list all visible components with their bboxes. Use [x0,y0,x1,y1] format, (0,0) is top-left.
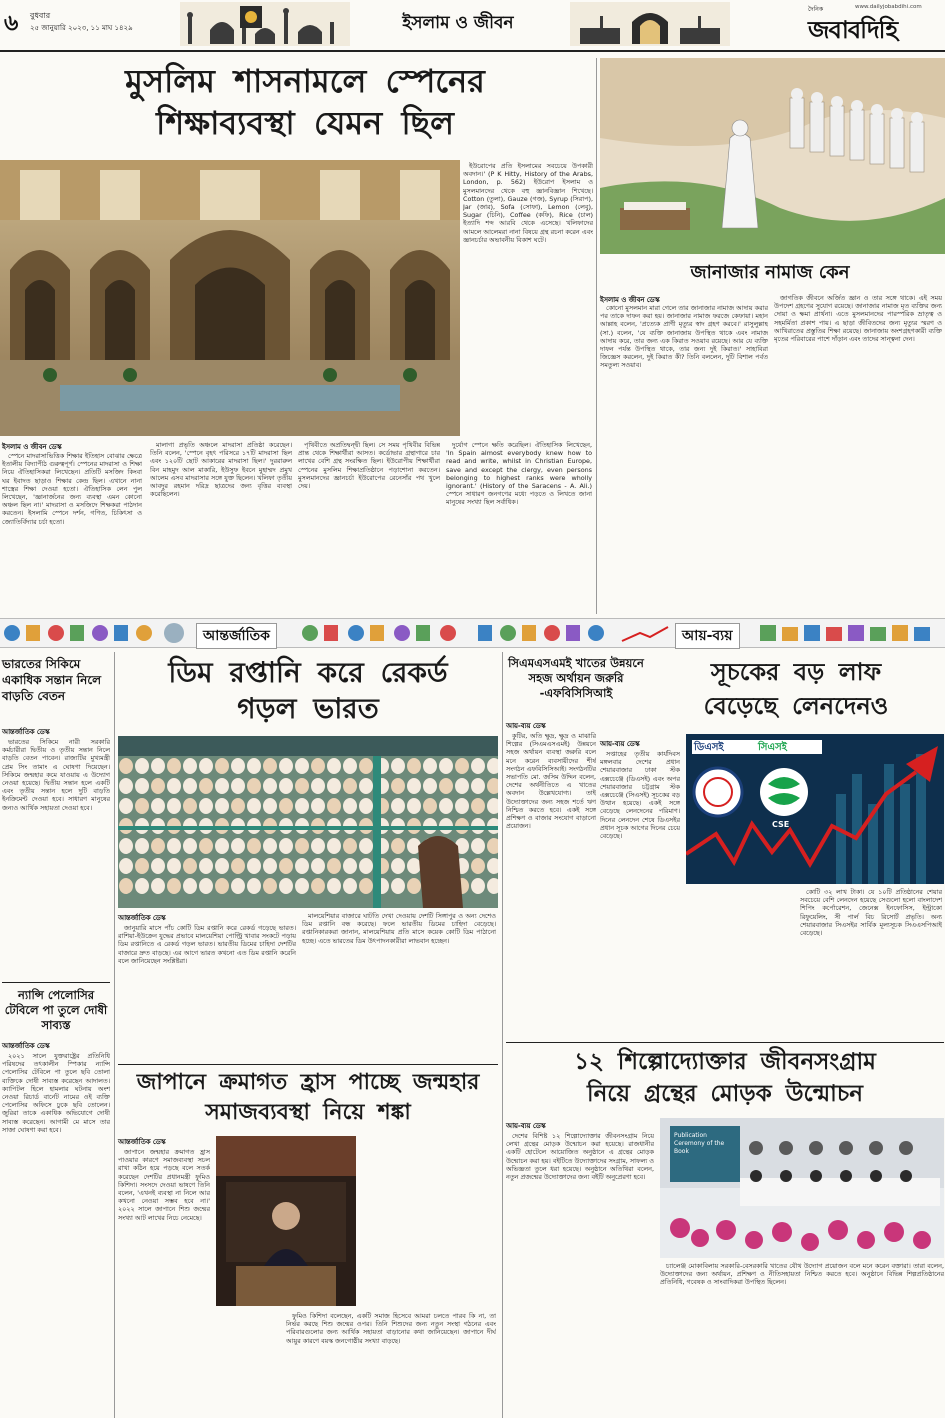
dse-body-b [800,888,942,1038]
egg-shape [439,758,453,774]
left-col-divider [114,652,115,1418]
egg-shape [247,758,261,774]
sikkim-body [2,738,110,978]
entrepreneurs-body-a-text: দেশের বিশিষ্ট ১২ শিল্পোদ্যোক্তার জীবনসংগ্রাম নিয়ে লেখা গ্রন্থের মোড়ক উন্মোচন করা হয়েছে। রাজধানীর একটি হোটেলে আয়োজিত অনুষ্ঠানে এ গ্রন্থের মোড়ক উন্মোচন করা হয়। বইটিতে উদ্যোক্তাদের সংগ্রাম, সাফল্য ও অভিজ্ঞতা তুলে ধরা হয়েছে। অনুষ্ঠানে অতিথিরা বলেন, নতুন প্রজন্মের উদ্যোক্তাদের জন্য বইটি অনুপ্রেরণা হবে। [506,1132,654,1182]
spain-headline-2: শিক্ষাব্যবস্থা যেমন ছিল [156,104,454,142]
egg-shape [247,838,261,854]
egg-shape [231,758,245,774]
egg-shape [327,878,341,894]
egg-shape [135,758,149,774]
egg-shape [279,878,293,894]
spain-col-e [463,162,593,434]
janaza-photo [600,58,945,254]
egg-shape [359,758,373,774]
egg-shape [343,878,357,894]
entrepreneurs-headline-1: ১২ শিল্পোদ্যোক্তার জীবনসংগ্রাম [574,1049,876,1075]
egg-shape [151,778,165,794]
entrepreneurs-body-b [660,1262,944,1418]
egg-shape [263,778,277,794]
egg-shape [471,838,485,854]
header-rule [0,50,945,52]
janaza-col-a-text: কোনো মুসলমান মারা গেলে তার জানাজার নামাজ আদায় করার পর তাকে দাফন করা হয়। জানাজার নামাজ ফরজে কেফায়া। মহান আল্লাহ বলেন, 'প্রত্যেক প্রাণী মৃত্যুর স্বাদ গ্রহণ করবে।' রাসুলুল্লাহ (সা.) বলেন, 'যে ব্যক্তি জানাজায় উপস্থিত থাকে এবং নামাজ আদায় করে, তার জন্য এক কিরাত সওয়াব রয়েছে। আর যে ব্যক্তি দাফন পর্যন্ত উপস্থিত থাকে, তার জন্য দুই কিরাত।' সাহাবিরা জিজ্ঞেস করলেন, দুই কিরাত কী? তিনি বললেন, দুটি বিশাল পর্বত সমতুল্য সওয়াব। [600,304,768,370]
egg-shape [327,758,341,774]
japan-body-a [118,1148,210,1418]
egg-shape [215,838,229,854]
egg-shape [279,798,293,814]
book-launch-backdrop-text: Publication Ceremony of the Book [674,1132,725,1155]
egg-shape [263,838,277,854]
egg-shape [391,878,405,894]
japan-body-b [286,1312,496,1418]
egg-shape [119,758,133,774]
egg-shape [119,778,133,794]
header [0,0,945,50]
egg-shape [391,798,405,814]
egg-shape [439,798,453,814]
dse-graphic [686,734,944,884]
egg-shape [183,798,197,814]
egg-shape [151,858,165,874]
eggs-headline-1: ডিম রপ্তানি করে রেকর্ড [168,656,448,689]
paper-small-label: দৈনিক [808,6,824,13]
egg-shape [279,758,293,774]
egg-shape [423,798,437,814]
eggs-dept: আন্তর্জাতিক ডেস্ক [118,914,166,922]
egg-shape [247,878,261,894]
sikkim-headline: ভারতের সিকিমে একাধিক সন্তান নিলে বাড়তি বেতন [2,657,102,703]
egg-shape [471,798,485,814]
egg-shape [151,838,165,854]
pelosi-dept: আন্তর্জাতিক ডেস্ক [2,1042,50,1050]
egg-shape [199,858,213,874]
egg-shape [327,838,341,854]
egg-shape [295,838,309,854]
egg-shape [135,798,149,814]
smes-headline: সিএমএসএমই খাতের উন্নয়নে সহজ অর্থায়ন জরুরি -এফবিসিসিআই [508,656,644,700]
column-divider [596,58,597,614]
entrepreneurs-body-a [506,1132,654,1418]
mosque-arch-icon [570,2,730,46]
egg-shape [311,878,325,894]
egg-shape [407,858,421,874]
spain-col-c-text: পৃথিবীতে অপ্রতিদ্বন্দ্বী ছিল। সে সময় পৃথিবীর বিভিন্ন প্রান্ত থেকে শিক্ষার্থীরা আসত। কর্ডোভার গ্রন্থাগারে চার লাখের বেশি গ্রন্থ সংরক্ষিত ছিল। ইউরোপীয় শিক্ষার্থীরা স্পেনের মুসলিম শিক্ষাপ্রতিষ্ঠানে পড়াশোনা করতেন। মুসলমানদের জ্ঞানচর্চা ইউরোপের রেনেসাঁর পথ খুলে দেয়। [298,441,440,491]
eggs-body-a [118,924,296,1060]
eggs-body-a-text: জানুয়ারি মাসে পাঁচ কোটি ডিম রপ্তানি করে রেকর্ড গড়েছে ভারত। রাশিয়া-ইউক্রেন যুদ্ধের প্রভাবে মালয়েশিয়া পোল্ট্রি খাবার সংকটে পড়ায় ডিম রপ্তানিতে এ রেকর্ড গড়ল ভারত। ভারতীয় ডিমের চাহিদা দেশটির বাজারে দ্রুত বাড়ছে। এর আগে ভারত কখনো এত ডিম রপ্তানি করেনি বলে জানিয়েছেন সংশ্লিষ্টরা। [118,924,296,965]
international-label: আন্তর্জাতিক [196,623,277,649]
spain-courtyard-photo [0,160,460,436]
book-launch-photo [660,1118,944,1258]
egg-shape [359,778,373,794]
egg-shape [151,758,165,774]
egg-shape [215,878,229,894]
economy-label: আয়-ব্যয় [675,623,740,649]
egg-shape [263,758,277,774]
pelosi-body-text: ২০২১ সালে যুক্তরাষ্ট্রের প্রতিনিধি পরিষদের তৎকালীন স্পিকার ন্যান্সি পেলোসির টেবিলে পা তুলে ছবি তোলা ব্যক্তিকে দোষী সাব্যস্ত করেছেন আদালত। ক্যাপিটল হিলে হামলার ঘটনায় অংশ নেওয়া রিচার্ড বার্নেট নামের ওই ব্যক্তি পেলোসির অফিসে ঢুকে ছবি তোলেন। জুরিরা তাকে একাধিক অভিযোগে দোষী সাব্যস্ত করেছেন। আগামী মে মাসে তার সাজা ঘোষণা করা হবে। [2,1052,110,1134]
eggs-body-b-text: মালয়েশিয়ার বাজারে ঘাটতি দেখা দেওয়ায় দেশটি সিঙ্গাপুর ও অন্য দেশেও ডিম রপ্তানি বন্ধ করেছে। ফলে ভারতীয় ডিমের চাহিদা বেড়েছে। রপ্তানিকারকরা জানান, মালয়েশিয়ায় প্রতি মাসে কয়েক কোটি ডিম পাঠানো হচ্ছে। এতে ভারতের ডিম উৎপাদনকারীরা লাভবান হচ্ছেন। [302,912,496,945]
egg-shape [279,858,293,874]
entrepreneurs-top-rule [506,1042,944,1043]
egg-shape [167,758,181,774]
spain-col-a [2,452,142,614]
egg-shape [407,878,421,894]
left-divider [2,982,110,983]
pelosi-headline: ন্যান্সি পেলোসির টেবিলে পা তুলে দোষী সাব্যস্ত [4,988,108,1032]
egg-shape [295,758,309,774]
egg-shape [263,858,277,874]
egg-shape [327,778,341,794]
spain-col-c [298,441,440,614]
egg-shape [359,878,373,894]
egg-shape [343,758,357,774]
egg-shape [471,878,485,894]
japan-top-rule [118,1064,498,1065]
egg-shape [135,838,149,854]
date-line-1: বুধবার [30,11,51,20]
egg-shape [135,878,149,894]
japan-dept: আন্তর্জাতিক ডেস্ক [118,1138,166,1146]
egg-shape [167,838,181,854]
egg-shape [183,838,197,854]
dse-headline-1: সূচকের বড় লাফ [710,658,882,686]
dse-headline-2: বেড়েছে লেনদেনও [703,692,889,720]
egg-shape [135,778,149,794]
sikkim-body-text: ভারতের সিকিমে নারী সরকারি কর্মচারীরা দ্বিতীয় ও তৃতীয় সন্তান নিলে বাড়তি বেতন পাবেন। রাজ্যটির মুখ্যমন্ত্রী প্রেম সিং তামাং এ ঘোষণা দিয়েছেন। সিকিমে জন্মহার কমে যাওয়ায় এ উদ্যোগ নেওয়া হয়েছে। দ্বিতীয় সন্তান হলে একটি এবং তৃতীয় সন্তান হলে দুটি বাড়তি ইনক্রিমেন্ট দেওয়া হবে। সাধারণ মানুষের জন্যও আর্থিক সহায়তা দেওয়া হবে। [2,738,110,812]
egg-shape [167,778,181,794]
egg-shape [471,778,485,794]
egg-shape [471,858,485,874]
japan-headline-1: জাপানে ক্রমাগত হ্রাস পাচ্ছে জন্মহার [136,1070,480,1095]
egg-shape [215,758,229,774]
smes-body-text: কুটির, অতি ক্ষুদ্র, ক্ষুদ্র ও মাঝারি শিল্পের (সিএমএসএমই) উন্নয়নে সহজ অর্থায়ন ব্যবস্থা জরুরি বলে মনে করেন ব্যবসায়ীদের শীর্ষ সংগঠন এফবিসিসিআই। সংগঠনটির সভাপতি মো. জসিম উদ্দিন বলেন, দেশের অর্থনীতিতে এ খাতের অবদান উল্লেখযোগ্য। তাই উদ্যোক্তাদের জন্য সহজ শর্তে ঋণ নিশ্চিত করতে হবে। একই সঙ্গে প্রশিক্ষণ ও বাজার সংযোগ বাড়ানো প্রয়োজন। [506,732,596,831]
egg-shape [263,878,277,894]
egg-shape [199,878,213,894]
entrepreneurs-body-b-text: চ্যালেঞ্জ মোকাবিলায় সরকারি-বেসরকারি খাতের যৌথ উদ্যোগ প্রয়োজন বলে মনে করেন বক্তারা। তারা বলেন, উদ্যোক্তাদের জন্য অর্থায়ন, প্রশিক্ষণ ও নীতিসহায়তা নিশ্চিত করতে হবে। অনুষ্ঠানে বিভিন্ন শিল্পপ্রতিষ্ঠানের প্রতিনিধি, গবেষক ও সাংবাদিকরা উপস্থিত ছিলেন। [660,1262,944,1287]
spain-col-b-text: মালাগা প্রভৃতি অঞ্চলে মাদরাসা প্রতিষ্ঠা করেছেন। তিনি বলেন, 'স্পেনে বৃহৎ পরিসরে ১৭টি মাদরাসা ছিল এবং ১২০টি ছোট আকারের মাদরাসা ছিল।' দুররারুল বিন মাহমুদ আল মাকারি, ইউসুফ ইবনে মুহাম্মদ প্রমুখ আলেম এসব মাদরাসার সঙ্গে যুক্ত ছিলেন। খলিফা তৃতীয় আবদুর রহমান দরিদ্র ছাত্রদের জন্য বৃত্তির ব্যবস্থা করেছিলেন। [150,441,292,499]
egg-shape [343,858,357,874]
egg-shape [471,758,485,774]
mid-col-divider [502,652,503,1418]
spain-dept: ইসলাম ও জীবন ডেস্ক [2,443,62,451]
egg-shape [407,758,421,774]
egg-shape [311,758,325,774]
egg-shape [167,798,181,814]
dse-body-a-text: সপ্তাহের তৃতীয় কার্যদিবস মঙ্গলবার দেশের প্রধান শেয়ারবাজার ঢাকা স্টক এক্সচেঞ্জে (ডিএসই) এবং অপর শেয়ারবাজার চট্টগ্রাম স্টক এক্সচেঞ্জে (সিএসই) সূচকের বড় উত্থান হয়েছে। একই সঙ্গে বেড়েছে লেনদেনের পরিমাণ। দিনের লেনদেন শেষে ডিএসইর প্রধান সূচক আগের দিনের চেয়ে বেড়েছে। [600,750,680,841]
egg-shape [407,798,421,814]
egg-shape [135,858,149,874]
egg-shape [183,858,197,874]
egg-shape [327,798,341,814]
egg-shape [391,778,405,794]
egg-shape [279,838,293,854]
egg-shape [199,838,213,854]
egg-shape [359,838,373,854]
egg-shape [247,778,261,794]
egg-shape [455,778,469,794]
egg-shape [391,858,405,874]
egg-shape [439,778,453,794]
egg-shape [231,798,245,814]
spain-col-e-text: ইউরোপের প্রতি ইসলামের সবচেয়ে উপকারী অবদান।' (P K Hitty, History of the Arabs, London, p. 562) ইউরোপ ইসলাম ও মুসলমানদের থেকে বহু জ্ঞানবিজ্ঞান শিখেছে। Cotton (তুলা), Gauze (গজ), Syrup (সিরাপ), Jar (জার), Sofa (সোফা), Lemon (লেবু), Sugar (চিনি), Coffee (কফি), Rice (চাল) ইত্যাদি শব্দ আরবি থেকে এসেছে। খলিফাদের আমলে আলেমরা নানা বিষয়ে গ্রন্থ রচনা করেন এবং জ্ঞানচর্চার অভাবনীয় বিকাশ ঘটে। [463,162,593,244]
egg-shape [423,758,437,774]
egg-shape [343,838,357,854]
egg-shape [311,858,325,874]
egg-shape [343,778,357,794]
egg-shape [311,778,325,794]
eggs-headline-2: গড়ল ভারত [237,692,379,725]
egg-shape [455,758,469,774]
egg-shape [215,778,229,794]
spain-col-d [446,441,592,614]
egg-shape [327,858,341,874]
egg-shape [231,878,245,894]
egg-shape [455,798,469,814]
egg-shape [199,778,213,794]
entrepreneurs-headline-2: নিয়ে গ্রন্থের মোড়ক উন্মোচন [587,1081,863,1107]
spain-col-b [150,441,292,614]
egg-shape [295,858,309,874]
janaza-col-b-text: জাগতিক জীবনে অর্জিত জ্ঞান ও তার সঙ্গে থাকে। এই সময় উপদেশ গ্রহণের সুযোগ রয়েছে। জানাজার নামাজ মৃত ব্যক্তির জন্য দোয়া ও ক্ষমা প্রার্থনা। এতে মুসলমানদের পারস্পরিক ভ্রাতৃত্ব ও সহমর্মিতা প্রকাশ পায়। এ ছাড়া জীবিতদের জন্য মৃত্যুর স্মরণ ও আখিরাতের প্রস্তুতির শিক্ষা রয়েছে। জানাজায় অংশগ্রহণকারী ব্যক্তি মৃতের পরিবারের পাশে দাঁড়ান এবং তাদের সান্ত্বনা দেন। [774,294,942,344]
mosque-skyline-icon [180,2,350,46]
spain-col-d-text: দুর্যোগ স্পেনে ক্ষতি করেছিল। ঐতিহাসিক লিখেছেন, 'In Spain almost everybody knew how to read and write, whilst in Christian Europe, save and except the clergy, even persons belonging to highest ranks were wholly ignorant.' (History of the Saracens - A. Ali.) স্পেনে সাধারণ জনগণের মধ্যে পড়তে ও লিখতে জানা মানুষের সংখ্যা ছিল সর্বাধিক। [446,441,592,507]
paper-url[interactable]: www.dailyjobabdihi.com [855,4,922,10]
egg-shape [247,858,261,874]
sikkim-dept: আন্তর্জাতিক ডেস্ক [2,728,50,736]
janaza-col-b [774,294,942,614]
entrepreneurs-dept: আয়-ব্যয় ডেস্ক [506,1122,546,1130]
egg-shape [359,798,373,814]
cse-logo-label: সিএসই [758,742,787,753]
section-banner-strip [0,618,945,648]
eggs-body-b [302,912,496,1060]
dse-logo-label: ডিএসই [694,742,724,753]
egg-shape [183,878,197,894]
janaza-col-a [600,304,768,614]
pelosi-body [2,1052,110,1418]
egg-shape [279,778,293,794]
egg-shape [183,758,197,774]
egg-shape [231,778,245,794]
paper-logo: জবাবদিহি [808,15,898,44]
japan-body-b-text: ফুমিও কিশিদা বলেছেন, একটি সমাজ হিসেবে আমরা চলতে পারব কি না, তা নির্ভর করছে শিশু জন্মের ওপর। তিনি শিশুদের জন্য নতুন সংস্থা গঠনের এবং পরিবারগুলোর জন্য আর্থিক সহায়তা বাড়ানোর কথা জানিয়েছেন। জাপানে দীর্ঘ আয়ুর কারণে বয়স্ক জনগোষ্ঠীর সংখ্যা বাড়ছে। [286,1312,496,1345]
egg-shape [199,798,213,814]
egg-shape [151,798,165,814]
smes-dept: আয়-ব্যয় ডেস্ক [506,722,546,730]
section-title: ইসলাম ও জীবন [402,13,514,33]
egg-shape [423,778,437,794]
egg-shape [119,798,133,814]
smes-body [506,732,596,1032]
date-line-2: ২৫ জানুয়ারি ২০২৩, ১১ মাঘ ১৪২৯ [30,24,133,32]
japan-parliament-photo [216,1136,356,1306]
egg-shape [119,838,133,854]
egg-shape [119,878,133,894]
dse-dept: আয়-ব্যয় ডেস্ক [600,740,640,748]
dse-body-c [686,888,794,1038]
egg-shape [263,798,277,814]
egg-shape [311,838,325,854]
egg-shape [247,798,261,814]
egg-shape [295,878,309,894]
dse-body-a [600,750,680,1040]
egg-shape [199,758,213,774]
dse-body-b-text: কোটি ৩২ লাখ টাকা। যে ১০টি প্রতিষ্ঠানের শেয়ার সবচেয়ে বেশি লেনদেন হয়েছে সেগুলো হলো বাংলাদেশ শিপিং কর্পোরেশন, জেনেক্স ইনফোসিস, ইন্ট্রাকো রিফুয়েলিং, সী পার্ল বিচ রিসোর্ট প্রভৃতি। অন্য শেয়ারবাজার সিএসইর সার্বিক মূল্যসূচক সিএএসপিআই বেড়েছে। [800,888,942,938]
egg-shape [407,778,421,794]
egg-shape [343,798,357,814]
janaza-headline: জানাজার নামাজ কেন [660,258,880,289]
egg-shape [359,858,373,874]
japan-body-a-text: জাপানে জন্মহার ক্রমাগত হ্রাস পাওয়ার কারণে সমাজব্যবস্থা সচল রাখা কঠিন হয়ে পড়ছে বলে সতর্ক করেছেন দেশটির প্রধানমন্ত্রী ফুমিও কিশিদা। সংসদে দেওয়া ভাষণে তিনি বলেন, 'এখনই ব্যবস্থা না নিলে আর কখনো নেওয়া সম্ভব হবে না।' ২০২২ সালে জাপানে শিশু জন্মের সংখ্যা আট লাখের নিচে নেমেছে। [118,1148,210,1222]
egg-shape [391,838,405,854]
janaza-dept: ইসলাম ও জীবন ডেস্ক [600,296,660,304]
egg-shape [215,798,229,814]
spain-col-a-text: স্পেনে মাদরাসাভিত্তিক শিক্ষার ইতিহাস বোঝার ক্ষেত্রে ইতালীয় বিদ্যাপীঠ গুরুত্বপূর্ণ। স্পেনের মাদরাসা ও শিক্ষা নিয়ে ঐতিহাসিকরা লিখেছেন। প্রতিটি মসজিদ কিংবা ঘর ইবাদত ছাড়াও শিক্ষার কেন্দ্র ছিল। এখানে নানা শাস্ত্রের শিক্ষা দেওয়া হতো। ঐতিহাসিক লেন পুল লিখেছেন, 'জ্ঞানার্জনের জন্য ব্যবস্থা এমন কোনো অঞ্চল ছিল না।' মাদরাসা ও মসজিদে শিক্ষকরা পাঠদান করতেন। ইসলামি স্পেনে দর্শন, গণিত, চিকিৎসা ও জ্যোতির্বিদ্যার চর্চা হতো। [2,452,142,526]
egg-shape [295,778,309,794]
egg-shape [391,758,405,774]
egg-shape [215,858,229,874]
egg-shape [151,878,165,894]
japan-headline-2: সমাজব্যবস্থা নিয়ে শঙ্কা [205,1100,411,1125]
cse-emblem-text: CSE [772,820,790,829]
egg-shape [119,858,133,874]
spain-headline-1: মুসলিম শাসনামলে স্পেনের [125,62,485,100]
eggs-photo [118,736,498,908]
egg-shape [183,778,197,794]
egg-shape [167,858,181,874]
egg-shape [295,798,309,814]
egg-shape [231,838,245,854]
egg-shape [311,798,325,814]
page-number: ৬ [4,11,19,36]
egg-shape [231,858,245,874]
egg-shape [167,878,181,894]
